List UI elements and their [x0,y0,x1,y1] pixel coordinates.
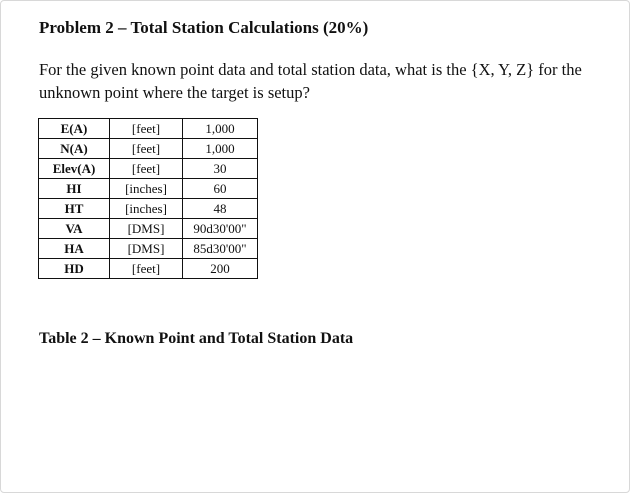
table-cell-unit: [inches] [110,179,183,199]
table-cell-unit: [feet] [110,119,183,139]
table-cell-unit: [feet] [110,139,183,159]
table-cell-name: E(A) [39,119,110,139]
table-cell-name: HA [39,239,110,259]
table-caption: Table 2 – Known Point and Total Station Data [39,330,354,347]
table-cell-name: Elev(A) [39,159,110,179]
table-row [39,259,258,279]
table-row [39,179,258,199]
table-cell-value: 48 [183,199,258,219]
table-row [39,199,258,219]
known-point-table [38,118,258,279]
table-cell-value: 60 [183,179,258,199]
table-cell-name: HD [39,259,110,279]
table-row [39,159,258,179]
table-row [39,119,258,139]
table-cell-value: 30 [183,159,258,179]
table-cell-name: HI [39,179,110,199]
problem-question: For the given known point data and total station data, what is the {X, Y, Z} for the unknown point where the target is setup? [39,60,582,102]
table-cell-unit: [inches] [110,199,183,219]
table-row [39,219,258,239]
table-cell-value: 85d30'00" [183,239,258,259]
problem-heading: Problem 2 – Total Station Calculations (20%) [39,18,369,37]
table-row [39,139,258,159]
table-cell-unit: [DMS] [110,239,183,259]
table-cell-unit: [feet] [110,259,183,279]
table-cell-value: 200 [183,259,258,279]
table-cell-unit: [feet] [110,159,183,179]
table-cell-value: 1,000 [183,139,258,159]
table-cell-unit: [DMS] [110,219,183,239]
table-cell-name: N(A) [39,139,110,159]
table-cell-name: HT [39,199,110,219]
table-cell-value: 1,000 [183,119,258,139]
table-row [39,239,258,259]
table-cell-value: 90d30'00" [183,219,258,239]
table-cell-name: VA [39,219,110,239]
